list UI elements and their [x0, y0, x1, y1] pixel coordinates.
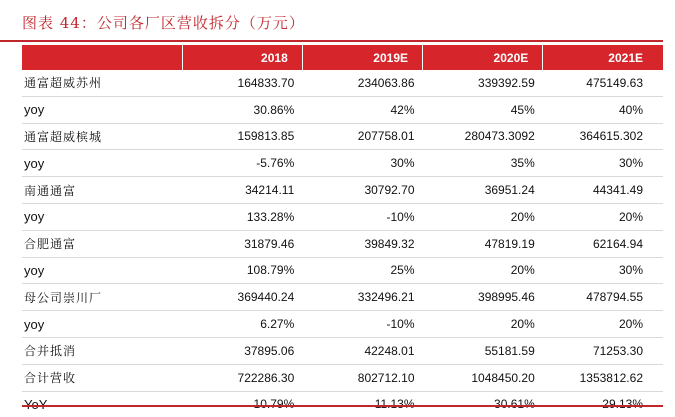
- cell-value: 42%: [302, 96, 422, 123]
- cell-value: 71253.30: [543, 337, 663, 364]
- row-label: yoy: [22, 311, 182, 338]
- table-row: [22, 203, 663, 230]
- cell-value: -5.76%: [182, 150, 302, 177]
- cell-value: 722286.30: [182, 364, 302, 391]
- cell-value: 475149.63: [543, 70, 663, 96]
- header-cell-2020e: 2020E: [423, 45, 543, 70]
- cell-value: 398995.46: [423, 284, 543, 311]
- cell-value: 35%: [423, 150, 543, 177]
- bottom-rule: [22, 405, 663, 407]
- row-label: yoy: [22, 257, 182, 284]
- table-row: [22, 311, 663, 338]
- cell-value: 31879.46: [182, 230, 302, 257]
- table-row: [22, 337, 663, 364]
- cell-value: 802712.10: [302, 364, 422, 391]
- cell-value: 20%: [423, 257, 543, 284]
- row-label: 通富超威槟城: [22, 123, 182, 150]
- cell-value: 30%: [302, 150, 422, 177]
- table-row: [22, 364, 663, 391]
- cell-value: 10.79%: [253, 397, 295, 412]
- cell-value: 133.28%: [182, 203, 302, 230]
- row-label: yoy: [22, 203, 182, 230]
- cell-value: 11.13%: [374, 397, 415, 412]
- cell-value: 30%: [543, 257, 663, 284]
- cell-value: 332496.21: [302, 284, 422, 311]
- cell-value: 20%: [543, 203, 663, 230]
- cell-value: 339392.59: [423, 70, 543, 96]
- cell-value: 1353812.62: [543, 364, 663, 391]
- table-row: [22, 123, 663, 150]
- figure-caption-bar: [0, 0, 663, 42]
- cell-value: 6.27%: [182, 311, 302, 338]
- cell-value: 30.61%: [494, 397, 535, 412]
- cell-value: -10%: [302, 311, 422, 338]
- cell-value: 29.13%: [602, 397, 643, 412]
- row-label: 通富超威苏州: [22, 70, 182, 96]
- table-row: [22, 230, 663, 257]
- cell-value: 364615.302: [543, 123, 663, 150]
- cell-value: 62164.94: [543, 230, 663, 257]
- table-row: [22, 70, 663, 96]
- cell-value: 42248.01: [302, 337, 422, 364]
- header-cell-2018: 2018: [182, 45, 302, 70]
- cell-value: 45%: [423, 96, 543, 123]
- cell-value: 47819.19: [423, 230, 543, 257]
- table-row: [22, 96, 663, 123]
- table-row: [22, 177, 663, 204]
- row-label: 合并抵消: [22, 337, 182, 364]
- table-header-row: [22, 45, 663, 70]
- cell-value: 44341.49: [543, 177, 663, 204]
- header-cell-2021e: 2021E: [543, 45, 663, 70]
- cell-value: 25%: [302, 257, 422, 284]
- cell-value: 20%: [423, 311, 543, 338]
- cell-value: 39849.32: [302, 230, 422, 257]
- row-label: 合肥通富: [22, 230, 182, 257]
- revenue-breakdown-table: [22, 45, 663, 417]
- cell-value: 55181.59: [423, 337, 543, 364]
- cell-value: 478794.55: [543, 284, 663, 311]
- cell-value: 36951.24: [423, 177, 543, 204]
- cell-value: 108.79%: [182, 257, 302, 284]
- row-label: 合计营收: [22, 364, 182, 391]
- table-row: [22, 284, 663, 311]
- cell-value: 164833.70: [182, 70, 302, 96]
- row-label: yoy: [22, 150, 182, 177]
- cell-value: 280473.3092: [423, 123, 543, 150]
- row-label: 母公司崇川厂: [22, 284, 182, 311]
- cell-value: 40%: [543, 96, 663, 123]
- row-label: YoY: [24, 396, 48, 412]
- header-cell-blank: [22, 45, 182, 70]
- cell-value: 37895.06: [182, 337, 302, 364]
- cell-value: 159813.85: [182, 123, 302, 150]
- cell-value: 234063.86: [302, 70, 422, 96]
- row-label: 南通通富: [22, 177, 182, 204]
- cell-value: 30792.70: [302, 177, 422, 204]
- cell-value: 30%: [543, 150, 663, 177]
- cell-value: -10%: [302, 203, 422, 230]
- header-cell-2019e: 2019E: [302, 45, 422, 70]
- cell-value: 207758.01: [302, 123, 422, 150]
- figure-caption: 图表 44：公司各厂区营收拆分（万元）: [22, 14, 305, 32]
- cell-value: 34214.11: [182, 177, 302, 204]
- table-row: [22, 150, 663, 177]
- cell-value: 1048450.20: [423, 364, 543, 391]
- table-row: [22, 257, 663, 284]
- cell-value: 20%: [543, 311, 663, 338]
- cell-value: 30.86%: [182, 96, 302, 123]
- row-label: yoy: [22, 96, 182, 123]
- cell-value: 369440.24: [182, 284, 302, 311]
- cell-value: 20%: [423, 203, 543, 230]
